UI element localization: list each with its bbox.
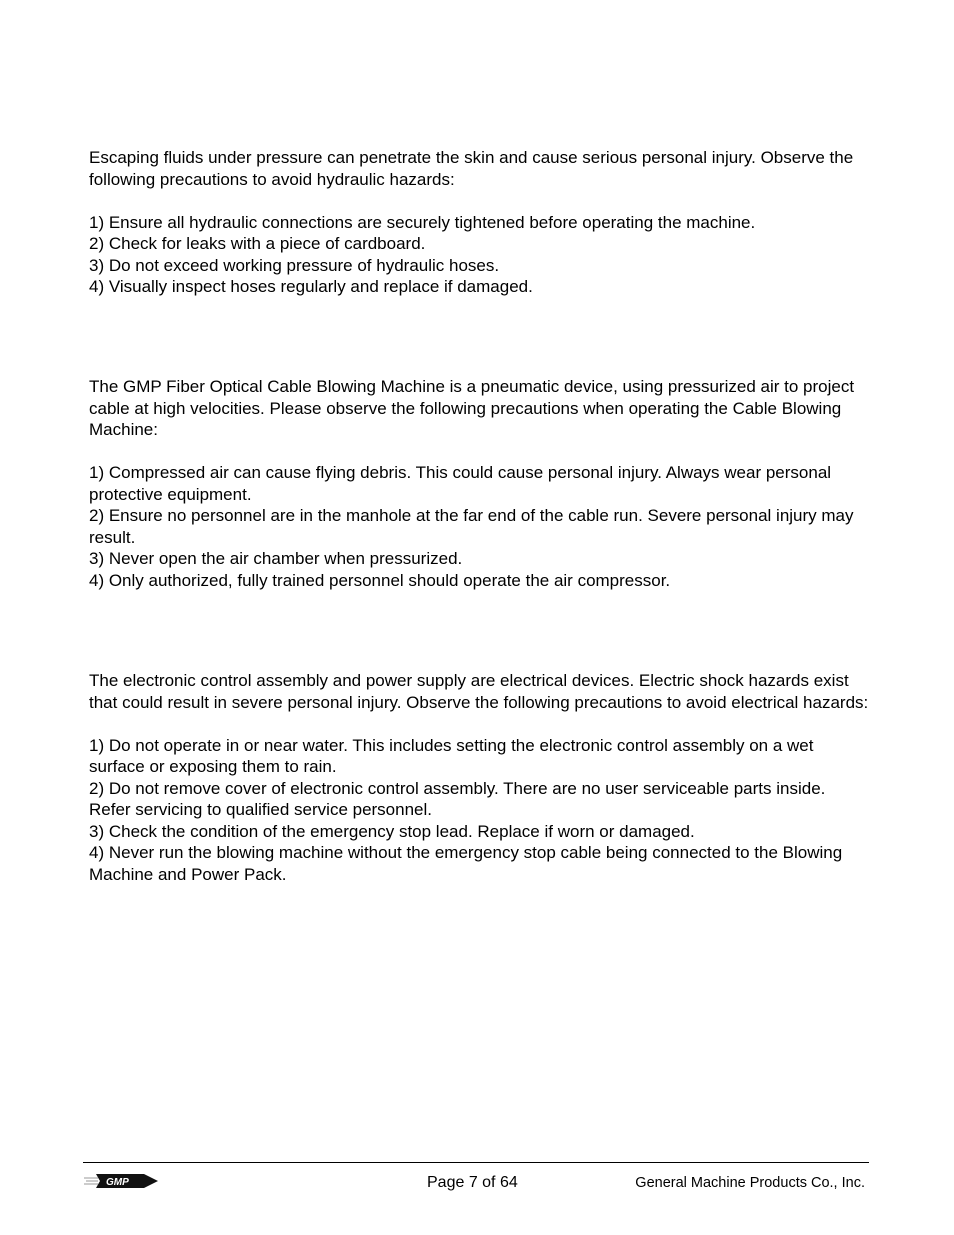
list-item: 2) Ensure no personnel are in the manhole at the far end of the cable run. Severe personal injury may result. (89, 506, 854, 547)
list-item: 1) Compressed air can cause flying debris. This could cause personal injury. Always wear personal protective equipment. (89, 463, 832, 504)
logo-text: GMP (106, 1177, 129, 1188)
list-item: 3) Never open the air chamber when pressurized. (89, 549, 463, 568)
list-item: 4) Visually inspect hoses regularly and replace if damaged. (89, 277, 533, 296)
list-item: 2) Do not remove cover of electronic control assembly. There are no user serviceable parts inside. Refer servicing to qualified service personnel. (89, 778, 826, 819)
company-name: General Machine Products Co., Inc. (635, 1175, 865, 1191)
pneumatic-hazards-section (89, 376, 869, 591)
page-number: Page 7 of 64 (427, 1174, 518, 1191)
gmp-logo-icon (84, 1171, 160, 1191)
pneumatic-intro: The GMP Fiber Optical Cable Blowing Machine is a pneumatic device, using pressurized air to project cable at high velocities. Please observe the following precautions when operating the Cable Blowing Machine: (89, 377, 855, 439)
pneumatic-precautions-list (89, 462, 869, 591)
list-item: 1) Ensure all hydraulic connections are securely tightened before operating the machine. (89, 212, 756, 232)
hydraulic-intro: Escaping fluids under pressure can penetrate the skin and cause serious personal injury. Observe the following precautions to avoid hydraulic hazards: (89, 148, 854, 189)
electrical-intro: The electronic control assembly and power supply are electrical devices. Electric shock hazards exist that could result in severe personal injury. Observe the following precautions to avoid electrical hazards: (89, 671, 869, 712)
hydraulic-precautions-list (89, 212, 869, 298)
electrical-hazards-section (89, 670, 869, 885)
list-item: 2) Check for leaks with a piece of cardboard. (89, 234, 426, 253)
list-item: 4) Only authorized, fully trained personnel should operate the air compressor. (89, 570, 671, 590)
list-item: 1) Do not operate in or near water. This includes setting the electronic control assembly on a wet surface or exposing them to rain. (89, 735, 814, 776)
list-item: 4) Never run the blowing machine without the emergency stop cable being connected to the Blowing Machine and Power Pack. (89, 843, 843, 884)
list-item: 3) Do not exceed working pressure of hydraulic hoses. (89, 255, 500, 275)
hydraulic-hazards-section (89, 147, 869, 298)
electrical-precautions-list (89, 735, 869, 886)
footer-divider (83, 1162, 869, 1163)
list-item: 3) Check the condition of the emergency stop lead. Replace if worn or damaged. (89, 821, 695, 841)
